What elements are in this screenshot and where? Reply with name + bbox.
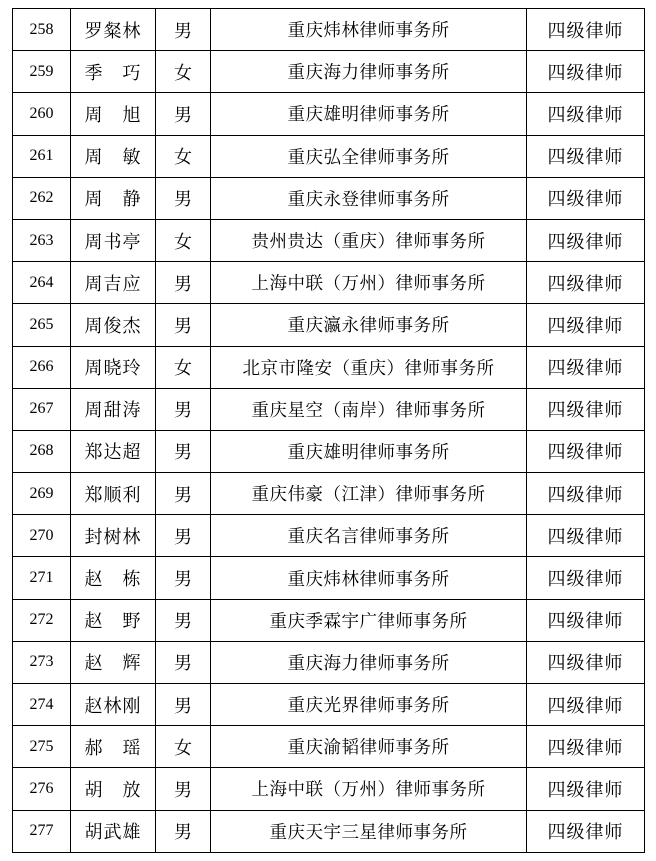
lawyer-level: 四级律师 [527, 388, 645, 430]
lawyer-level: 四级律师 [527, 9, 645, 51]
law-firm: 重庆雄明律师事务所 [211, 93, 527, 135]
lawyer-name: 周 旭 [71, 93, 156, 135]
row-number: 273 [13, 641, 71, 683]
table-row [13, 262, 645, 304]
table-row [13, 684, 645, 726]
lawyer-gender: 男 [156, 9, 211, 51]
law-firm: 北京市隆安（重庆）律师事务所 [211, 346, 527, 388]
law-firm: 重庆名言律师事务所 [211, 515, 527, 557]
lawyer-name: 罗粲林 [71, 9, 156, 51]
lawyer-level: 四级律师 [527, 93, 645, 135]
law-firm: 重庆星空（南岸）律师事务所 [211, 388, 527, 430]
lawyer-name: 郑达超 [71, 430, 156, 472]
row-number: 260 [13, 93, 71, 135]
lawyer-name: 赵 野 [71, 599, 156, 641]
table-row [13, 515, 645, 557]
table-row [13, 473, 645, 515]
lawyer-gender: 男 [156, 262, 211, 304]
lawyer-gender: 男 [156, 768, 211, 810]
lawyer-name: 赵 栋 [71, 557, 156, 599]
law-firm: 上海中联（万州）律师事务所 [211, 768, 527, 810]
lawyer-name: 周甜涛 [71, 388, 156, 430]
row-number: 268 [13, 430, 71, 472]
row-number: 267 [13, 388, 71, 430]
lawyer-name: 胡武雄 [71, 810, 156, 852]
row-number: 270 [13, 515, 71, 557]
law-firm: 重庆雄明律师事务所 [211, 430, 527, 472]
row-number: 276 [13, 768, 71, 810]
lawyer-roster-table [12, 8, 645, 853]
lawyer-level: 四级律师 [527, 684, 645, 726]
law-firm: 重庆炜林律师事务所 [211, 557, 527, 599]
lawyer-name: 周 静 [71, 177, 156, 219]
row-number: 262 [13, 177, 71, 219]
table-row [13, 135, 645, 177]
lawyer-gender: 男 [156, 684, 211, 726]
row-number: 277 [13, 810, 71, 852]
lawyer-name: 周吉应 [71, 262, 156, 304]
row-number: 261 [13, 135, 71, 177]
lawyer-gender: 男 [156, 93, 211, 135]
lawyer-gender: 男 [156, 810, 211, 852]
row-number: 272 [13, 599, 71, 641]
table-row [13, 430, 645, 472]
row-number: 264 [13, 262, 71, 304]
lawyer-gender: 男 [156, 515, 211, 557]
lawyer-gender: 男 [156, 430, 211, 472]
lawyer-gender: 男 [156, 304, 211, 346]
lawyer-level: 四级律师 [527, 262, 645, 304]
lawyer-level: 四级律师 [527, 810, 645, 852]
lawyer-level: 四级律师 [527, 177, 645, 219]
lawyer-name: 周俊杰 [71, 304, 156, 346]
lawyer-level: 四级律师 [527, 135, 645, 177]
row-number: 263 [13, 219, 71, 261]
table-row [13, 9, 645, 51]
lawyer-roster-page [12, 8, 644, 853]
row-number: 269 [13, 473, 71, 515]
row-number: 265 [13, 304, 71, 346]
lawyer-gender: 女 [156, 51, 211, 93]
table-row [13, 51, 645, 93]
table-row [13, 346, 645, 388]
lawyer-level: 四级律师 [527, 768, 645, 810]
lawyer-name: 赵 辉 [71, 641, 156, 683]
table-row [13, 219, 645, 261]
law-firm: 重庆弘全律师事务所 [211, 135, 527, 177]
lawyer-gender: 男 [156, 641, 211, 683]
table-row [13, 641, 645, 683]
lawyer-name: 周书亭 [71, 219, 156, 261]
law-firm: 重庆渝韬律师事务所 [211, 726, 527, 768]
lawyer-gender: 女 [156, 135, 211, 177]
lawyer-level: 四级律师 [527, 51, 645, 93]
row-number: 275 [13, 726, 71, 768]
lawyer-gender: 男 [156, 388, 211, 430]
row-number: 266 [13, 346, 71, 388]
lawyer-name: 郑顺利 [71, 473, 156, 515]
law-firm: 重庆海力律师事务所 [211, 51, 527, 93]
law-firm: 上海中联（万州）律师事务所 [211, 262, 527, 304]
row-number: 259 [13, 51, 71, 93]
lawyer-level: 四级律师 [527, 599, 645, 641]
lawyer-gender: 女 [156, 726, 211, 768]
row-number: 274 [13, 684, 71, 726]
lawyer-level: 四级律师 [527, 346, 645, 388]
lawyer-name: 郝 瑶 [71, 726, 156, 768]
row-number: 258 [13, 9, 71, 51]
table-row [13, 177, 645, 219]
lawyer-name: 季 巧 [71, 51, 156, 93]
law-firm: 重庆炜林律师事务所 [211, 9, 527, 51]
lawyer-level: 四级律师 [527, 219, 645, 261]
law-firm: 重庆海力律师事务所 [211, 641, 527, 683]
table-row [13, 557, 645, 599]
roster-table-body [13, 9, 645, 853]
lawyer-level: 四级律师 [527, 641, 645, 683]
law-firm: 重庆季霖宇广律师事务所 [211, 599, 527, 641]
lawyer-name: 赵林刚 [71, 684, 156, 726]
lawyer-level: 四级律师 [527, 515, 645, 557]
lawyer-level: 四级律师 [527, 473, 645, 515]
law-firm: 重庆瀛永律师事务所 [211, 304, 527, 346]
lawyer-gender: 男 [156, 599, 211, 641]
law-firm: 贵州贵达（重庆）律师事务所 [211, 219, 527, 261]
table-row [13, 726, 645, 768]
law-firm: 重庆天宇三星律师事务所 [211, 810, 527, 852]
lawyer-level: 四级律师 [527, 430, 645, 472]
lawyer-name: 周晓玲 [71, 346, 156, 388]
row-number: 271 [13, 557, 71, 599]
law-firm: 重庆光界律师事务所 [211, 684, 527, 726]
lawyer-level: 四级律师 [527, 304, 645, 346]
table-row [13, 304, 645, 346]
lawyer-name: 周 敏 [71, 135, 156, 177]
lawyer-name: 封树林 [71, 515, 156, 557]
table-row [13, 388, 645, 430]
lawyer-gender: 女 [156, 219, 211, 261]
lawyer-level: 四级律师 [527, 726, 645, 768]
law-firm: 重庆永登律师事务所 [211, 177, 527, 219]
lawyer-gender: 男 [156, 177, 211, 219]
lawyer-level: 四级律师 [527, 557, 645, 599]
table-row [13, 93, 645, 135]
law-firm: 重庆伟豪（江津）律师事务所 [211, 473, 527, 515]
table-row [13, 599, 645, 641]
lawyer-gender: 女 [156, 346, 211, 388]
table-row [13, 768, 645, 810]
lawyer-gender: 男 [156, 473, 211, 515]
table-row [13, 810, 645, 852]
lawyer-name: 胡 放 [71, 768, 156, 810]
lawyer-gender: 男 [156, 557, 211, 599]
